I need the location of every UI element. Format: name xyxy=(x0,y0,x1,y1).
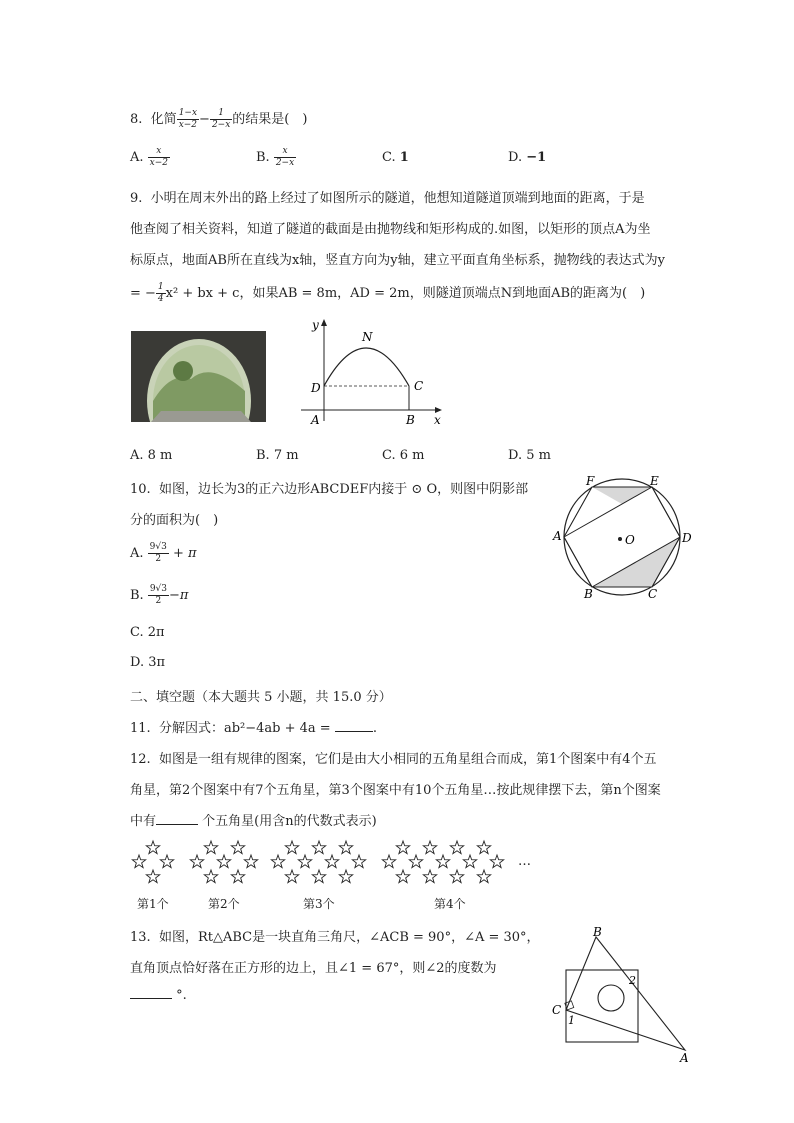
q8-option-b: B. $\frac{x}{2-x}$ xyxy=(256,146,295,168)
label-x: x xyxy=(434,413,441,427)
section-2-heading: 二、填空题（本大题共 5 小题，共 15.0 分） xyxy=(130,690,392,705)
q8-stem-post: 的结果是( ) xyxy=(232,112,308,127)
q9-parabola-figure xyxy=(296,316,448,431)
q10-option-d: D. 3π xyxy=(130,655,166,670)
label-b: B xyxy=(584,587,593,601)
q12-line-3: 中有 个五角星(用含n的代数式表示) xyxy=(130,814,377,829)
q12-label-2: 第2个 xyxy=(208,897,240,911)
q9-option-c: C. 6 m xyxy=(382,448,425,463)
q13-line-2: 直角顶点恰好落在正方形的边上，且∠1 = 67°，则∠2的度数为 xyxy=(130,961,497,976)
label-e: E xyxy=(650,474,659,488)
q10-option-a: A. $\frac{9√3}{2}$ + π xyxy=(130,542,197,564)
q13-line-1: 13. 如图，Rt△ABC是一块直角三角尺，∠ACB = 90°，∠A = 30°， xyxy=(130,930,540,945)
label-b: B xyxy=(593,925,602,939)
center-o xyxy=(618,537,622,541)
q9-line-2: 他查阅了相关资料，知道了隧道的截面是由抛物线和矩形构成的.如图，以矩形的顶点A为坐 xyxy=(130,222,651,237)
q12-line-1: 12. 如图是一组有规律的图案，它们是由大小相同的五角星组合而成，第1个图案中有4个五 xyxy=(130,752,657,767)
square xyxy=(566,970,638,1042)
q12-label-1: 第1个 xyxy=(137,897,169,911)
q8-stem: 8. 化简 $\frac{1-x}{x-2}$ − $\frac{1}{2-x}$ 的结果是( ) xyxy=(130,108,308,130)
label-d: D xyxy=(311,381,321,395)
label-c: C xyxy=(648,587,658,601)
label-a: A xyxy=(680,1051,689,1065)
inner-circle xyxy=(598,985,624,1011)
q8-fraction-1: $\frac{1-x}{x-2}$ xyxy=(178,108,198,130)
label-angle-1: 1 xyxy=(568,1014,575,1027)
q8-fraction-2: $\frac{1}{2-x}$ xyxy=(211,108,231,130)
q9-line-1: 9. 小明在周末外出的路上经过了如图所示的隧道，他想知道隧道顶端到地面的距离，于是 xyxy=(130,191,645,206)
q12-ellipsis: … xyxy=(518,854,531,869)
q10-option-b: B. $\frac{9√3}{2}$ −π xyxy=(130,584,189,606)
q10-line-1: 10. 如图，边长为3的正六边形ABCDEF内接于 ⊙ O，则图中阴影部 xyxy=(130,482,529,497)
label-y: y xyxy=(312,318,319,332)
q10-hexagon-figure xyxy=(550,474,698,602)
label-a: A xyxy=(311,413,320,427)
label-a: A xyxy=(553,529,562,543)
q12-line-2: 角星，第2个图案中有7个五角星，第3个图案中有10个五角星…按此规律摆下去，第n个图案 xyxy=(130,783,661,798)
q9-option-a: A. 8 m xyxy=(130,448,173,463)
triangle-abc xyxy=(566,937,685,1050)
q10-line-2: 分的面积为( ) xyxy=(130,513,219,528)
label-b: B xyxy=(406,413,415,427)
q8-number: 8. xyxy=(130,112,143,127)
label-f: F xyxy=(586,474,595,488)
q9-line-3: 标原点，地面AB所在直线为x轴，竖直方向为y轴，建立平面直角坐标系，抛物线的表达式为y xyxy=(130,253,665,268)
label-o: O xyxy=(625,533,635,547)
pattern-1 xyxy=(132,841,173,883)
label-c: C xyxy=(414,379,424,393)
pattern-4 xyxy=(382,841,503,883)
q12-star-patterns xyxy=(125,836,545,888)
q8-option-c: C. 1 xyxy=(382,150,409,165)
q11-line: 11. 分解因式：ab²−4ab + 4a = . xyxy=(130,721,377,736)
q10-option-c: C. 2π xyxy=(130,625,165,640)
pattern-2 xyxy=(190,841,257,883)
parabola-curve xyxy=(324,348,409,386)
q8-option-a: A. $\frac{x}{x-2}$ xyxy=(130,146,169,168)
label-c: C xyxy=(552,1003,562,1017)
label-n: N xyxy=(362,330,373,344)
q13-line-3: °. xyxy=(130,988,187,1003)
q9-option-b: B. 7 m xyxy=(256,448,299,463)
q8-stem-pre: 化简 xyxy=(150,112,177,127)
q8-option-d: D. −1 xyxy=(508,150,547,165)
label-d: D xyxy=(682,531,692,545)
q12-label-4: 第4个 xyxy=(434,897,466,911)
q9-option-d: D. 5 m xyxy=(508,448,551,463)
tunnel-photo xyxy=(131,331,266,422)
q12-label-3: 第3个 xyxy=(303,897,335,911)
pattern-3 xyxy=(271,841,365,883)
label-angle-2: 2 xyxy=(629,974,636,987)
q9-line-4: = − $\frac{1}{4}$ x² + bx + c，如果AB = 8m，AD = 2m，则隧道顶端点N到地面AB的距离为( ) xyxy=(130,282,646,304)
q13-figure xyxy=(545,922,695,1067)
y-axis-arrow xyxy=(321,319,327,326)
